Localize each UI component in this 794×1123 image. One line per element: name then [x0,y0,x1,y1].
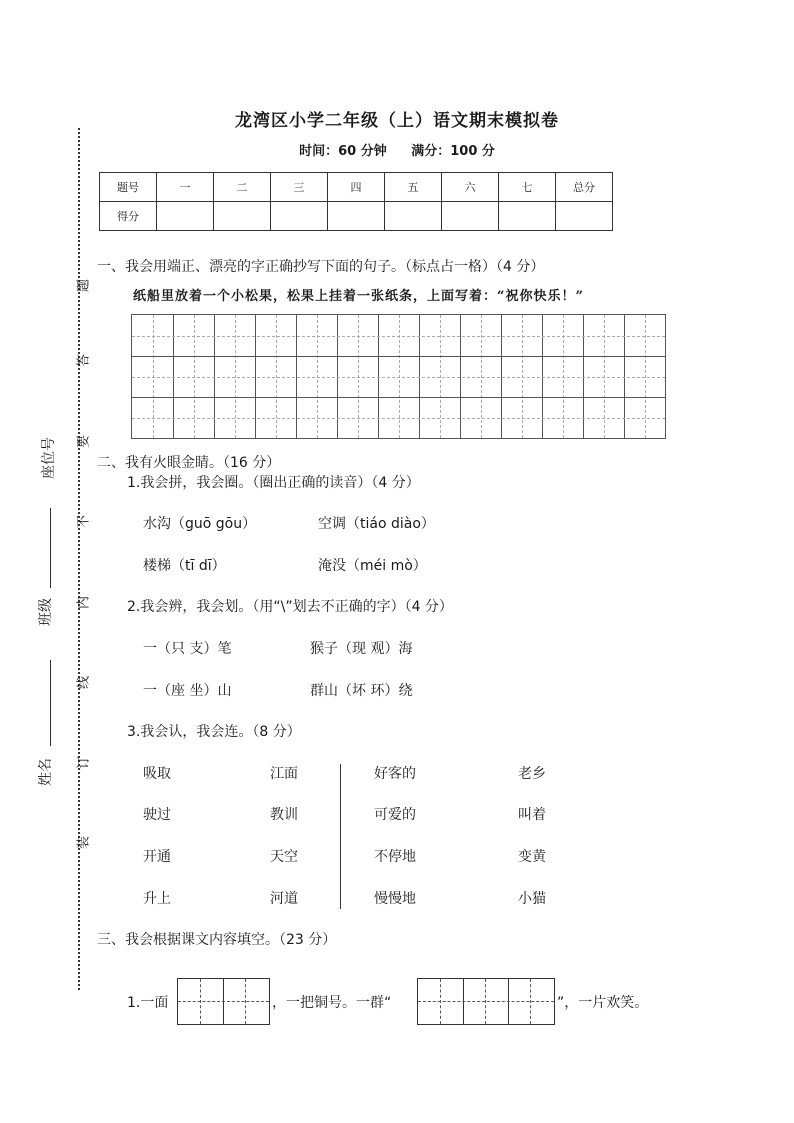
char-choice-item[interactable]: 猴子（现 观）海 [310,641,413,657]
section-2-heading: 二、我有火眼金睛。（16 分） [97,455,281,471]
score-table-header-row [100,173,613,202]
seal-char: 订 [76,756,92,770]
match-word[interactable]: 江面 [270,766,298,782]
match-word[interactable]: 吸取 [143,766,171,782]
seal-char: 不 [76,515,92,529]
score-table [99,172,613,231]
match-word[interactable]: 叫着 [518,807,546,823]
fill-grid-2[interactable] [417,978,555,1025]
score-header-cell: 三 [271,173,328,202]
char-choice-item[interactable]: 一（只 支）笔 [143,641,232,657]
char-choice-item[interactable]: 一（座 坐）山 [143,683,232,699]
q2-heading: 2.我会辨，我会划。（用“\”划去不正确的字）（4 分） [127,599,453,615]
name-fill-line[interactable] [50,660,51,746]
match-word[interactable]: 河道 [270,891,298,907]
score-label: 满分：100 分 [411,144,495,159]
binding-line [78,128,80,990]
exam-meta [0,140,794,159]
pinyin-item[interactable]: 水沟（guō gōu） [143,516,257,532]
fill-prefix: 1.一面 [127,995,169,1011]
score-header-cell: 七 [499,173,556,202]
copy-sentence: 纸船里放着一个小松果，松果上挂着一张纸条，上面写着：“祝你快乐！” [133,289,584,304]
score-input-cell[interactable] [328,202,385,231]
seal-char: 答 [76,354,92,368]
match-word[interactable]: 天空 [270,849,298,865]
match-word[interactable]: 教训 [270,807,298,823]
score-header-cell: 总分 [556,173,613,202]
score-header-cell: 题号 [100,173,157,202]
score-header-cell: 五 [385,173,442,202]
page-title: 龙湾区小学二年级（上）语文期末模拟卷 [235,111,559,131]
match-word[interactable]: 慢慢地 [374,891,416,907]
match-word[interactable]: 小猫 [518,891,546,907]
score-input-cell[interactable] [271,202,328,231]
match-divider [340,764,341,909]
fill-suffix: ”，一片欢笑。 [557,995,649,1011]
pinyin-item[interactable]: 空调（tiáo diào） [318,516,435,532]
score-input-cell[interactable] [214,202,271,231]
time-label: 时间：60 分钟 [299,144,387,159]
seal-char: 内 [76,596,92,610]
score-input-cell[interactable] [499,202,556,231]
score-input-cell[interactable] [556,202,613,231]
char-choice-item[interactable]: 群山（坏 环）绕 [310,683,413,699]
match-word[interactable]: 老乡 [518,766,546,782]
score-input-cell[interactable] [442,202,499,231]
score-header-cell: 二 [214,173,271,202]
section-3-heading: 三、我会根据课文内容填空。（23 分） [97,932,337,948]
match-word[interactable]: 好客的 [374,766,416,782]
score-header-cell: 一 [157,173,214,202]
match-word[interactable]: 可爱的 [374,807,416,823]
score-table-score-row [100,202,613,231]
score-header-cell: 四 [328,173,385,202]
score-header-cell: 六 [442,173,499,202]
match-word[interactable]: 驶过 [143,807,171,823]
seat-number-label: 座位号 [41,437,57,479]
seal-char: 线 [76,676,92,690]
class-label: 班级 [38,598,54,626]
class-fill-line[interactable] [50,508,51,588]
match-word[interactable]: 开通 [143,849,171,865]
q3-heading: 3.我会认，我会连。（8 分） [127,724,301,740]
seal-char: 装 [76,836,92,850]
seal-char: 题 [76,279,92,293]
fill-grid-1[interactable] [177,978,270,1025]
match-word[interactable]: 升上 [143,891,171,907]
pinyin-item[interactable]: 楼梯（tī dī） [143,558,226,574]
pinyin-item[interactable]: 淹没（méi mò） [318,558,427,574]
fill-middle: ，一把铜号。一群“ [272,995,392,1011]
seal-char: 要 [76,435,92,449]
match-word[interactable]: 不停地 [374,849,416,865]
match-word[interactable]: 变黄 [518,849,546,865]
score-input-cell[interactable] [385,202,442,231]
name-label: 姓名 [38,758,54,786]
writing-grid[interactable] [131,314,666,439]
section-1-heading: 一、我会用端正、漂亮的字正确抄写下面的句子。（标点占一格）（4 分） [97,259,545,275]
q1-heading: 1.我会拼，我会圈。（圈出正确的读音）（4 分） [127,475,420,491]
score-input-cell[interactable] [157,202,214,231]
score-row-label: 得分 [100,202,157,231]
